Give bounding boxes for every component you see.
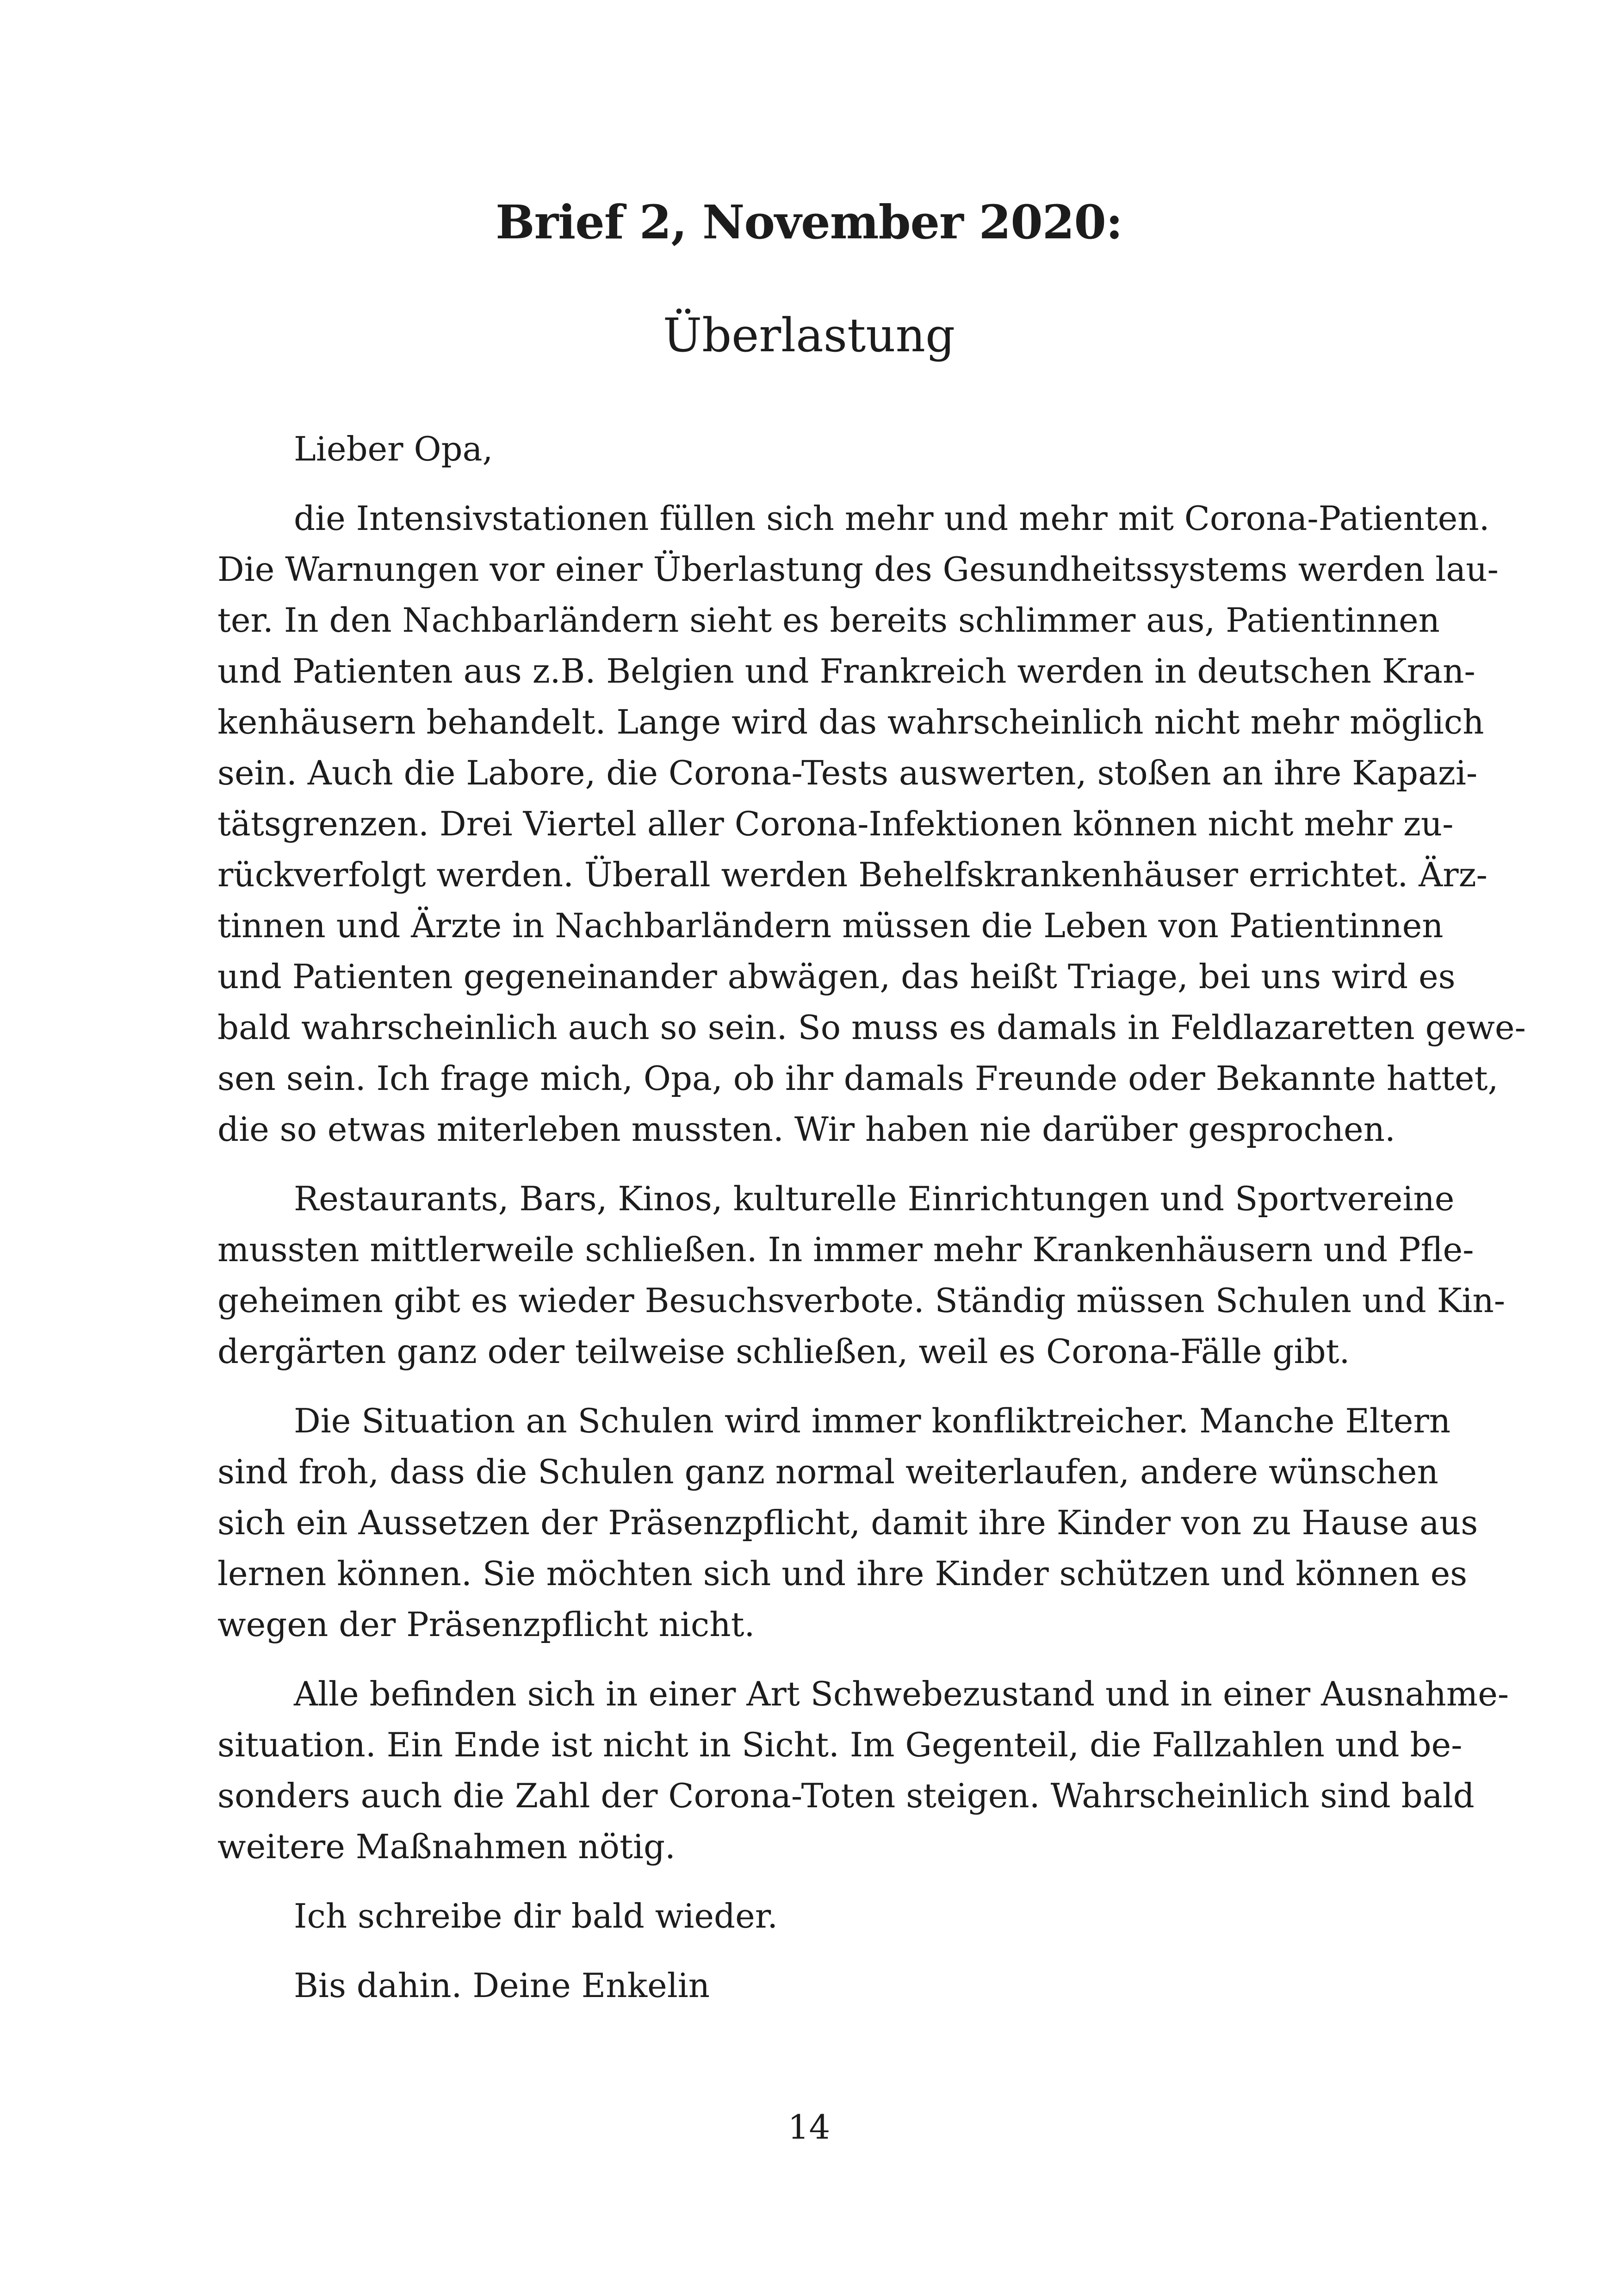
paragraph-line: ter. In den Nachbarländern sieht es bereits schlimmer aus, Patientinnen xyxy=(217,601,1440,640)
paragraph-line: dergärten ganz oder teilweise schließen, weil es Corona-Fälle gibt. xyxy=(217,1332,1350,1371)
letter-subtitle: Überlastung xyxy=(663,308,955,362)
paragraph xyxy=(217,1173,1506,1377)
signature-text: Bis dahin. Deine Enkelin xyxy=(294,1966,710,2005)
closing-line xyxy=(217,1891,1432,1941)
paragraph-line: rückverfolgt werden. Überall werden Behelfskrankenhäuser errichtet. Ärz- xyxy=(217,855,1488,894)
paragraph-line: Restaurants, Bars, Kinos, kulturelle Einrichtungen und Sportvereine xyxy=(294,1179,1455,1218)
paragraphs xyxy=(217,493,1526,1872)
paragraph-line: und Patienten gegeneinander abwägen, das heißt Triage, bei uns wird es xyxy=(217,957,1456,996)
paragraph-line: sonders auch die Zahl der Corona-Toten steigen. Wahrscheinlich sind bald xyxy=(217,1776,1475,1815)
paragraph-line: sen sein. Ich frage mich, Opa, ob ihr damals Freunde oder Bekannte hattet, xyxy=(217,1059,1499,1098)
paragraph-line: die so etwas miterleben mussten. Wir haben nie darüber gesprochen. xyxy=(217,1110,1395,1149)
paragraph-line: Die Situation an Schulen wird immer konfliktreicher. Manche Eltern xyxy=(294,1401,1451,1440)
page-number: 14 xyxy=(787,2108,831,2147)
paragraph-line: wegen der Präsenzpflicht nicht. xyxy=(217,1605,755,1644)
paragraph-line: die Intensivstationen füllen sich mehr und mehr mit Corona-Patienten. xyxy=(294,499,1490,538)
signature xyxy=(217,1960,1432,2011)
salutation-text: Lieber Opa, xyxy=(294,429,493,468)
salutation xyxy=(217,423,1432,474)
paragraph-line: tinnen und Ärzte in Nachbarländern müssen die Leben von Patientinnen xyxy=(217,906,1444,945)
paragraph xyxy=(217,1668,1509,1872)
paragraph-line: mussten mittlerweile schließen. In immer mehr Krankenhäusern und Pfle- xyxy=(217,1230,1474,1269)
paragraph-line: bald wahrscheinlich auch so sein. So muss es damals in Feldlazaretten gewe- xyxy=(217,1008,1526,1047)
paragraph-line: geheimen gibt es wieder Besuchsverbote. Ständig müssen Schulen und Kin- xyxy=(217,1281,1506,1320)
paragraph-line: Die Warnungen vor einer Überlastung des Gesundheitssystems werden lau- xyxy=(217,550,1499,589)
paragraph-line: situation. Ein Ende ist nicht in Sicht. Im Gegenteil, die Fallzahlen und be- xyxy=(217,1725,1463,1764)
paragraph xyxy=(217,1395,1478,1650)
paragraph xyxy=(217,493,1526,1155)
paragraph-line: sind froh, dass die Schulen ganz normal weiterlaufen, andere wünschen xyxy=(217,1452,1438,1491)
letter-body xyxy=(217,423,1526,2029)
paragraph-line: und Patienten aus z.B. Belgien und Frankreich werden in deutschen Kran- xyxy=(217,652,1475,691)
paragraph-line: sein. Auch die Labore, die Corona-Tests auswerten, stoßen an ihre Kapazi- xyxy=(217,753,1478,792)
paragraph-line: kenhäusern behandelt. Lange wird das wahrscheinlich nicht mehr möglich xyxy=(217,703,1484,741)
paragraph-line: weitere Maßnahmen nötig. xyxy=(217,1827,676,1866)
paragraph-line: Alle befinden sich in einer Art Schwebezustand und in einer Ausnahme- xyxy=(294,1674,1509,1713)
paragraph-line: sich ein Aussetzen der Präsenzpflicht, damit ihre Kinder von zu Hause aus xyxy=(217,1503,1478,1542)
paragraph-line: tätsgrenzen. Drei Viertel aller Corona-Infektionen können nicht mehr zu- xyxy=(217,804,1454,843)
paragraph-line: lernen können. Sie möchten sich und ihre Kinder schützen und können es xyxy=(217,1554,1468,1593)
closing-line-text: Ich schreibe dir bald wieder. xyxy=(294,1897,778,1935)
letter-title: Brief 2, November 2020: xyxy=(496,195,1122,249)
